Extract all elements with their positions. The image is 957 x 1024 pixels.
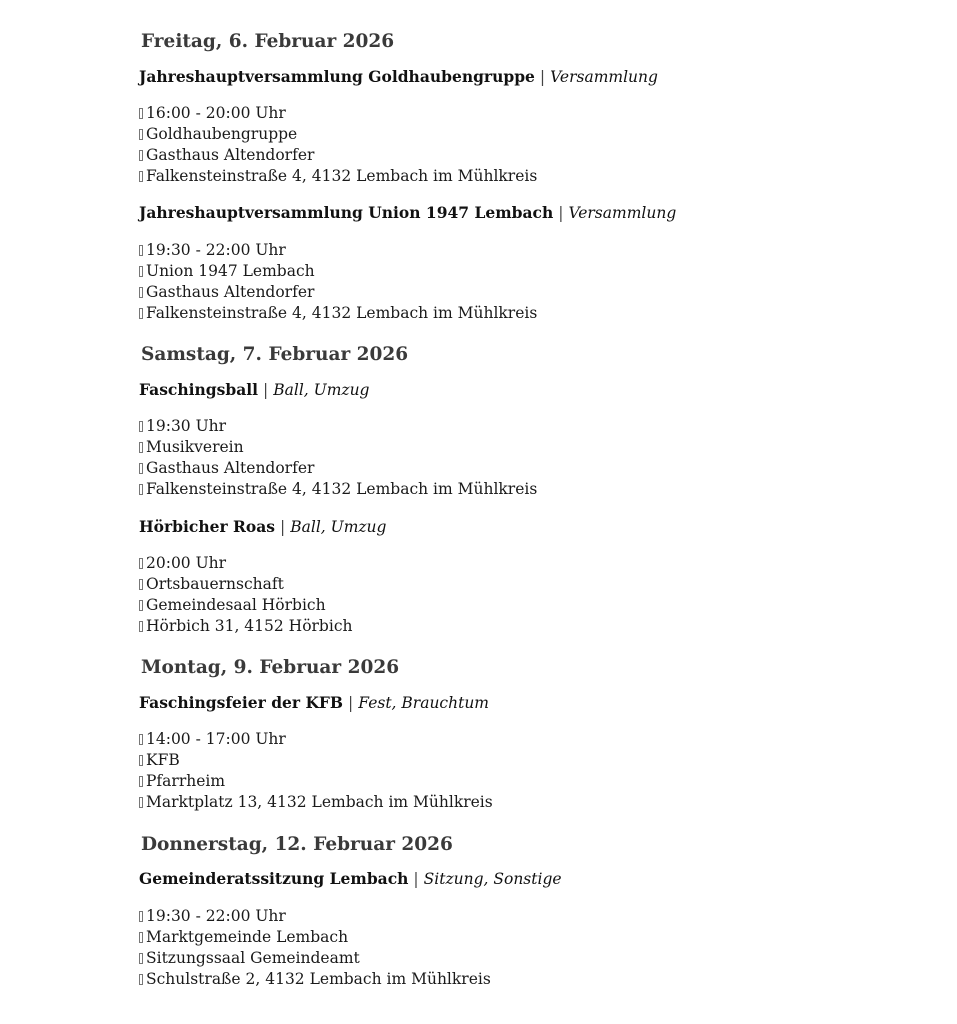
event-title-line <box>139 517 386 537</box>
event-organizer <box>139 437 537 458</box>
event-time-text: 20:00 Uhr <box>146 554 227 572</box>
event-time-text: 19:30 - 22:00 Uhr <box>146 241 286 259</box>
event-title-line <box>139 203 676 223</box>
clock-icon <box>139 245 143 256</box>
building-icon <box>139 463 143 474</box>
event-address <box>139 303 537 324</box>
event-name[interactable]: Faschingsball <box>139 380 259 399</box>
building-icon <box>139 150 143 161</box>
event-title-line <box>139 869 562 889</box>
event-details <box>139 103 537 187</box>
event-time <box>139 553 352 574</box>
event-address-text: Falkensteinstraße 4, 4132 Lembach im Mühlkreis <box>146 480 538 498</box>
event-time-text: 14:00 - 17:00 Uhr <box>146 730 286 748</box>
title-separator: | <box>263 381 269 399</box>
user-icon <box>139 579 143 590</box>
day-heading: Montag, 9. Februar 2026 <box>141 657 400 678</box>
event-time <box>139 416 537 437</box>
day-heading: Donnerstag, 12. Februar 2026 <box>141 834 453 855</box>
clock-icon <box>139 421 143 432</box>
user-icon <box>139 442 143 453</box>
event-address <box>139 792 493 813</box>
event-venue <box>139 145 537 166</box>
event-organizer-text: Goldhaubengruppe <box>146 125 298 143</box>
map-marker-icon <box>139 484 143 495</box>
event-details <box>139 240 537 324</box>
event-category: Ball, Umzug <box>290 518 387 536</box>
event-organizer <box>139 574 352 595</box>
event-time <box>139 240 537 261</box>
event-venue-text: Gasthaus Altendorfer <box>146 146 315 164</box>
event-address-text: Falkensteinstraße 4, 4132 Lembach im Mühlkreis <box>146 304 538 322</box>
event-venue <box>139 948 491 969</box>
event-organizer <box>139 261 537 282</box>
event-address <box>139 616 352 637</box>
event-category: Versammlung <box>550 68 658 86</box>
event-address <box>139 166 537 187</box>
building-icon <box>139 287 143 298</box>
title-separator: | <box>280 518 286 536</box>
clock-icon <box>139 108 143 119</box>
day-heading: Freitag, 6. Februar 2026 <box>141 31 395 52</box>
event-time <box>139 729 493 750</box>
event-venue-text: Gasthaus Altendorfer <box>146 459 315 477</box>
map-marker-icon <box>139 797 143 808</box>
event-address <box>139 969 491 990</box>
clock-icon <box>139 558 143 569</box>
map-marker-icon <box>139 171 143 182</box>
day-heading: Samstag, 7. Februar 2026 <box>141 344 409 365</box>
event-name[interactable]: Hörbicher Roas <box>139 517 275 536</box>
building-icon <box>139 776 143 787</box>
event-time <box>139 103 537 124</box>
user-icon <box>139 129 143 140</box>
event-venue <box>139 595 352 616</box>
event-organizer-text: KFB <box>146 751 180 769</box>
clock-icon <box>139 734 143 745</box>
event-time-text: 19:30 Uhr <box>146 417 227 435</box>
event-time <box>139 906 491 927</box>
user-icon <box>139 755 143 766</box>
event-address-text: Schulstraße 2, 4132 Lembach im Mühlkreis <box>146 970 491 988</box>
event-organizer-text: Ortsbauernschaft <box>146 575 284 593</box>
user-icon <box>139 932 143 943</box>
event-venue-text: Pfarrheim <box>146 772 226 790</box>
event-address-text: Falkensteinstraße 4, 4132 Lembach im Mühlkreis <box>146 167 538 185</box>
event-title-line <box>139 67 658 87</box>
event-address-text: Marktplatz 13, 4132 Lembach im Mühlkreis <box>146 793 493 811</box>
event-name[interactable]: Jahreshauptversammlung Union 1947 Lembach <box>139 203 554 222</box>
map-marker-icon <box>139 308 143 319</box>
event-time-text: 19:30 - 22:00 Uhr <box>146 907 286 925</box>
event-category: Fest, Brauchtum <box>358 694 489 712</box>
event-details <box>139 553 352 637</box>
event-organizer-text: Union 1947 Lembach <box>146 262 315 280</box>
event-venue <box>139 771 493 792</box>
event-category: Sitzung, Sonstige <box>423 870 562 888</box>
event-organizer <box>139 927 491 948</box>
user-icon <box>139 266 143 277</box>
event-organizer-text: Marktgemeinde Lembach <box>146 928 349 946</box>
event-address-text: Hörbich 31, 4152 Hörbich <box>146 617 353 635</box>
event-category: Versammlung <box>568 204 677 222</box>
event-details <box>139 729 493 813</box>
map-marker-icon <box>139 621 143 632</box>
event-title-line <box>139 380 369 400</box>
event-venue-text: Gasthaus Altendorfer <box>146 283 315 301</box>
clock-icon <box>139 911 143 922</box>
event-name[interactable]: Faschingsfeier der KFB <box>139 693 344 712</box>
event-venue-text: Sitzungssaal Gemeindeamt <box>146 949 360 967</box>
event-venue <box>139 282 537 303</box>
event-address <box>139 479 537 500</box>
event-venue-text: Gemeindesaal Hörbich <box>146 596 326 614</box>
event-time-text: 16:00 - 20:00 Uhr <box>146 104 286 122</box>
event-venue <box>139 458 537 479</box>
event-organizer-text: Musikverein <box>146 438 244 456</box>
event-title-line <box>139 693 489 713</box>
map-marker-icon <box>139 974 143 985</box>
title-separator: | <box>539 68 546 86</box>
event-organizer <box>139 124 537 145</box>
title-separator: | <box>558 204 564 222</box>
building-icon <box>139 953 143 964</box>
event-name[interactable]: Gemeinderatssitzung Lembach <box>139 869 409 888</box>
event-category: Ball, Umzug <box>273 381 370 399</box>
event-organizer <box>139 750 493 771</box>
event-details <box>139 906 491 990</box>
event-details <box>139 416 537 500</box>
event-name[interactable]: Jahreshauptversammlung Goldhaubengruppe <box>139 67 535 86</box>
building-icon <box>139 600 143 611</box>
title-separator: | <box>413 870 419 888</box>
title-separator: | <box>348 694 354 712</box>
